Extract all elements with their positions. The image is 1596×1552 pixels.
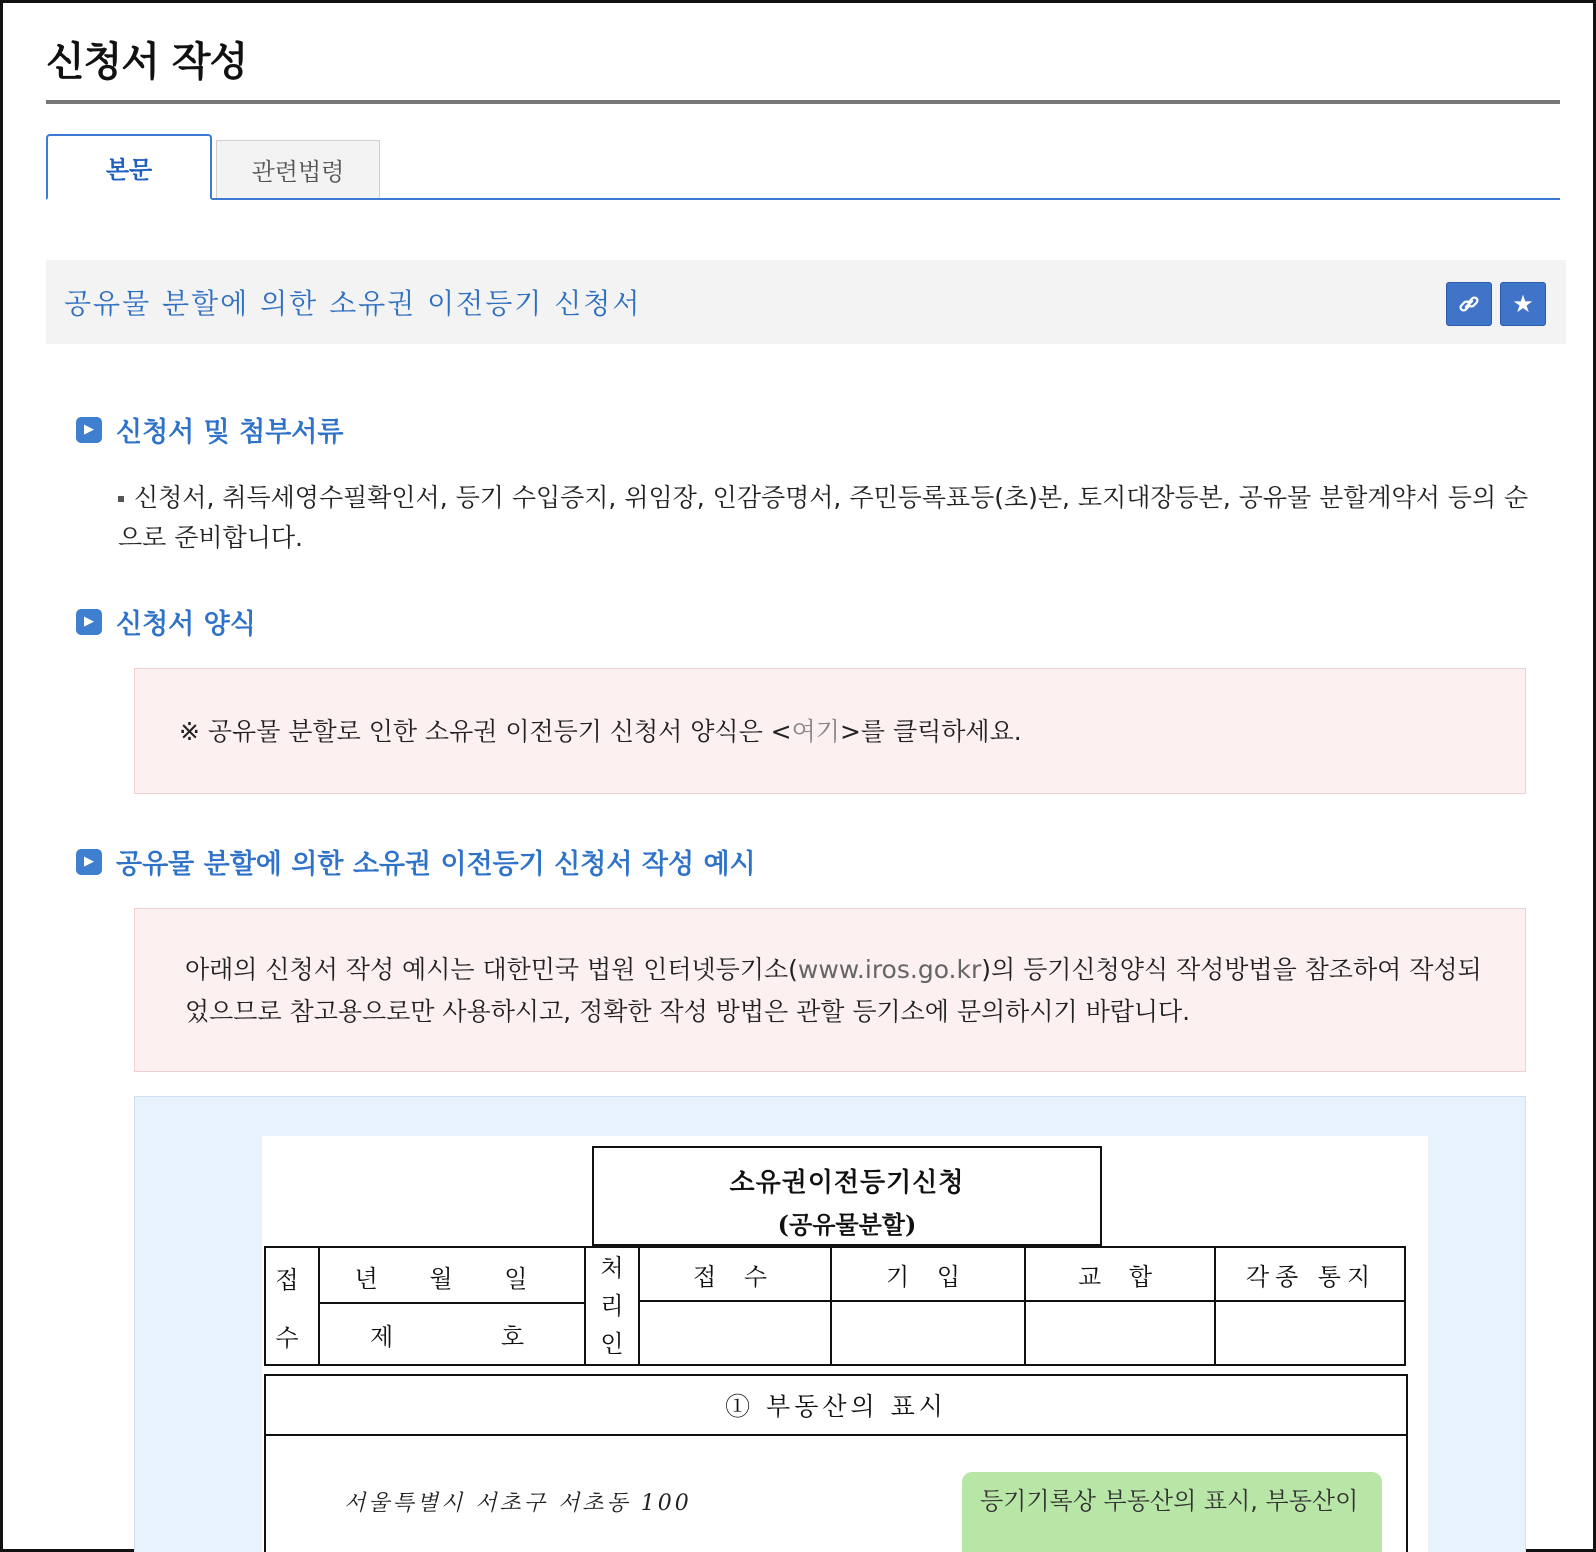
number-field bbox=[320, 1304, 586, 1364]
link-icon[interactable] bbox=[1446, 282, 1492, 326]
attachments-text bbox=[118, 478, 1538, 558]
section-heading-text: 신청서 양식 bbox=[116, 609, 256, 640]
property-address: 서울특별시 서초구 서초동 100 bbox=[344, 1491, 692, 1516]
section-heading-attachments bbox=[76, 410, 343, 449]
form-title: 소유권이전등기신청 bbox=[729, 1168, 965, 1198]
number-prefix: 제 bbox=[370, 1322, 404, 1351]
form-notice-box bbox=[134, 668, 1526, 794]
page-title: 신청서 작성 bbox=[46, 39, 248, 85]
check-cell bbox=[1026, 1302, 1216, 1364]
example-notice-text bbox=[185, 949, 1495, 1033]
form-subtitle: (공유물분할) bbox=[777, 1210, 917, 1239]
example-notice-prefix: 아래의 신청서 작성 예시는 대한민국 법원 인터넷등기소( bbox=[185, 955, 798, 984]
document-title: 공유물 분할에 의한 소유권 이전등기 신청서 bbox=[64, 287, 642, 320]
square-bullet-icon bbox=[118, 496, 124, 502]
col-entry: 기 입 bbox=[832, 1248, 1026, 1300]
tab-related-laws[interactable]: 관련법령 bbox=[216, 140, 380, 198]
sample-application-form bbox=[262, 1136, 1428, 1552]
receipt-label-top: 접 bbox=[266, 1248, 320, 1306]
receipt-grid bbox=[264, 1246, 1406, 1366]
tab-main-text[interactable]: 본문 bbox=[46, 134, 212, 200]
section-heading-example bbox=[76, 842, 756, 881]
tab-baseline bbox=[46, 198, 1560, 200]
iros-url: www.iros.go.kr bbox=[797, 955, 982, 984]
section-heading-text: 신청서 및 첨부서류 bbox=[116, 417, 344, 448]
receipt-cell bbox=[640, 1302, 832, 1364]
guidance-note: 등기기록상 부동산의 표시, 부동산이 bbox=[962, 1472, 1382, 1552]
number-suffix: 호 bbox=[500, 1322, 534, 1351]
attachments-list: 신청서, 취득세영수필확인서, 등기 수입증지, 위임장, 인감증명서, 주민등록표등(초)본, 토지대장등본, 공유물 분할계약서 등의 순으로 준비합니다. bbox=[118, 483, 1529, 552]
section-heading-text: 공유물 분할에 의한 소유권 이전등기 신청서 작성 예시 bbox=[116, 849, 756, 880]
form-notice-prefix: ※ 공유물 분할로 인한 소유권 이전등기 신청서 양식은 < bbox=[179, 717, 792, 746]
section-heading-form bbox=[76, 602, 256, 641]
document-header bbox=[46, 260, 1566, 344]
play-bullet-icon: ▶ bbox=[76, 609, 102, 635]
property-section bbox=[264, 1374, 1408, 1552]
form-notice-text bbox=[179, 711, 1022, 753]
link-icon-glyph bbox=[1457, 292, 1481, 316]
form-notice-suffix: >를 클릭하세요. bbox=[839, 717, 1022, 746]
processor-char-3: 인 bbox=[600, 1330, 624, 1358]
processor-label bbox=[586, 1248, 640, 1364]
example-notice-box bbox=[134, 908, 1526, 1072]
play-bullet-icon: ▶ bbox=[76, 849, 102, 875]
col-check: 교 합 bbox=[1026, 1248, 1216, 1300]
tab-bar bbox=[46, 134, 1560, 200]
example-notice-suffix: )의 등기신청양식 작성방법을 참조하여 작성되었으므로 참고용으로만 사용하시고, 정확한 작성 방법은 관할 등기소에 문의하시기 바랍니다. bbox=[185, 955, 1482, 1026]
col-notice: 각종 통지 bbox=[1245, 1262, 1377, 1291]
star-icon[interactable]: ★ bbox=[1500, 282, 1546, 326]
col-receipt: 접 수 bbox=[640, 1248, 832, 1300]
processor-char-2: 리 bbox=[600, 1292, 624, 1320]
form-title-box bbox=[592, 1146, 1102, 1246]
entry-cell bbox=[832, 1302, 1026, 1364]
title-divider bbox=[46, 100, 1560, 104]
date-label: 년 월 일 bbox=[320, 1248, 586, 1304]
play-bullet-icon: ▶ bbox=[76, 417, 102, 443]
receipt-label-bottom: 수 bbox=[266, 1306, 320, 1364]
property-section-title: ① 부동산의 표시 bbox=[266, 1376, 1406, 1436]
form-download-link[interactable]: 여기 bbox=[791, 717, 840, 746]
processor-char-1: 처 bbox=[600, 1254, 624, 1282]
